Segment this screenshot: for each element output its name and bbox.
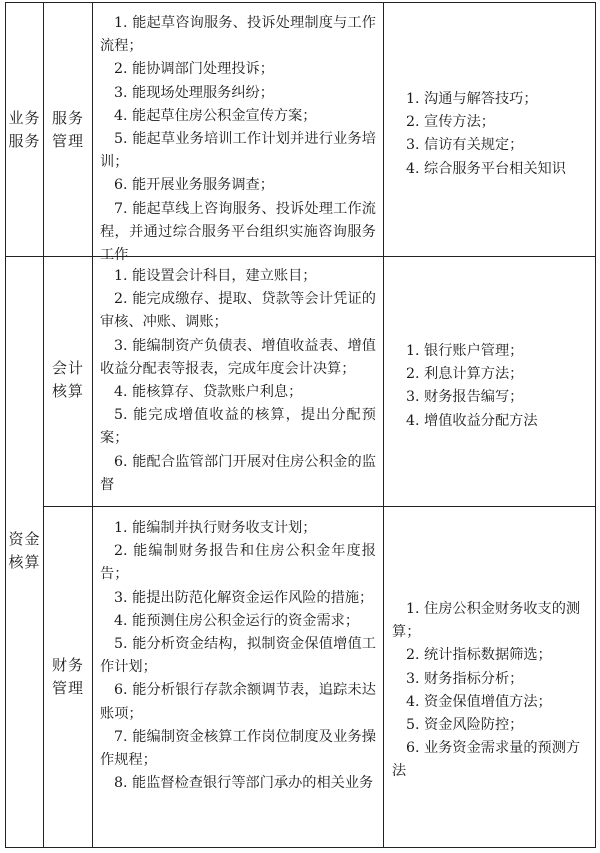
skill-item: 6. 能分析银行存款余额调节表，追踪未达账项；: [100, 682, 376, 722]
knowledge-item: 1. 住房公积金财务收支的测算；: [392, 601, 581, 641]
skill-item: 1. 能编制并执行财务收支计划；: [114, 520, 317, 536]
skill-item: 3. 能编制资产负债表、增值收益表、增值收益分配表等报表，完成年度会计决算；: [100, 337, 376, 377]
row-divider: [43, 506, 596, 507]
skill-item: 4. 能预测住房公积金运行的资金需求；: [114, 612, 360, 629]
knowledge-item: 1. 银行账户管理；: [406, 343, 524, 359]
subcategory-label: 会计: [51, 359, 84, 377]
skill-item: 6. 能配合监管部门开展对住房公积金的监督: [100, 453, 376, 493]
skill-item: 2. 能完成缴存、提取、贷款等会计凭证的审核、冲账、调账；: [100, 291, 376, 331]
skill-item: 4. 能核算存、贷款账户利息；: [114, 384, 303, 401]
knowledge-item: 2. 宣传方法；: [406, 114, 495, 131]
knowledge-cell: [392, 340, 590, 433]
skill-item: 3. 能提出防范化解资金运作风险的措施；: [114, 589, 374, 606]
knowledge-item: 5. 资金风险防控；: [406, 717, 524, 734]
knowledge-cell: [392, 598, 590, 784]
knowledge-item: 4. 综合服务平台相关知识: [406, 160, 566, 177]
column-divider: [92, 2, 93, 848]
skill-item: 7. 能起草线上咨询服务、投诉处理工作流程，并通过综合服务平台组织实施咨询服务工作: [100, 200, 376, 264]
skills-cell: [100, 517, 376, 795]
subcategory-label: 服务: [51, 109, 84, 127]
knowledge-item: 2. 统计指标数据筛选；: [406, 647, 552, 664]
skill-item: 4. 能起草住房公积金宣传方案；: [114, 107, 317, 124]
subcategory-cell: [44, 357, 92, 403]
skills-cell: [100, 12, 376, 267]
skill-item: 5. 能完成增值收益的核算，提出分配预案；: [100, 407, 376, 447]
category-cell: [6, 107, 43, 153]
knowledge-item: 3. 财务报告编写；: [406, 389, 524, 406]
skill-item: 5. 能分析资金结构，拟制资金保值增值工作计划；: [100, 636, 376, 676]
knowledge-item: 4. 增值收益分配方法: [406, 412, 538, 429]
skill-item: 8. 能监督检查银行等部门承办的相关业务: [114, 775, 374, 792]
skill-item: 2. 能编制财务报告和住房公积金年度报告；: [100, 543, 376, 583]
category-cell: [6, 528, 43, 574]
category-label: 核算: [8, 553, 41, 571]
skill-item: 5. 能起草业务培训工作计划并进行业务培训；: [100, 131, 376, 171]
category-label: 业务: [8, 109, 41, 127]
skill-item: 1. 能设置会计科目，建立账目；: [114, 268, 317, 284]
subcategory-label: 核算: [51, 382, 84, 400]
subcategory-cell: [44, 654, 92, 700]
skill-item: 2. 能协调部门处理投诉；: [114, 61, 274, 78]
knowledge-item: 1. 沟通与解答技巧；: [406, 91, 538, 107]
skill-item: 6. 能开展业务服务调查；: [114, 177, 274, 194]
column-divider: [383, 2, 384, 848]
category-label: 资金: [8, 530, 41, 548]
subcategory-cell: [44, 107, 92, 153]
skill-item: 7. 能编制资金核算工作岗位制度及业务操作规程；: [100, 728, 376, 769]
knowledge-item: 3. 财务指标分析；: [406, 670, 524, 687]
subcategory-label: 财务: [51, 656, 84, 674]
knowledge-item: 6. 业务资金需求量的预测方法: [392, 740, 581, 780]
skills-cell: [100, 265, 376, 497]
knowledge-item: 2. 利息计算方法；: [406, 366, 524, 383]
knowledge-cell: [392, 88, 590, 181]
skill-item: 1. 能起草咨询服务、投诉处理制度与工作流程；: [100, 15, 376, 55]
subcategory-label: 管理: [51, 679, 84, 697]
knowledge-item: 3. 信访有关规定；: [406, 137, 524, 154]
subcategory-label: 管理: [51, 132, 84, 150]
knowledge-item: 4. 资金保值增值方法；: [406, 693, 552, 710]
skill-item: 3. 能现场处理服务纠纷；: [114, 84, 274, 101]
category-label: 服务: [8, 132, 41, 150]
